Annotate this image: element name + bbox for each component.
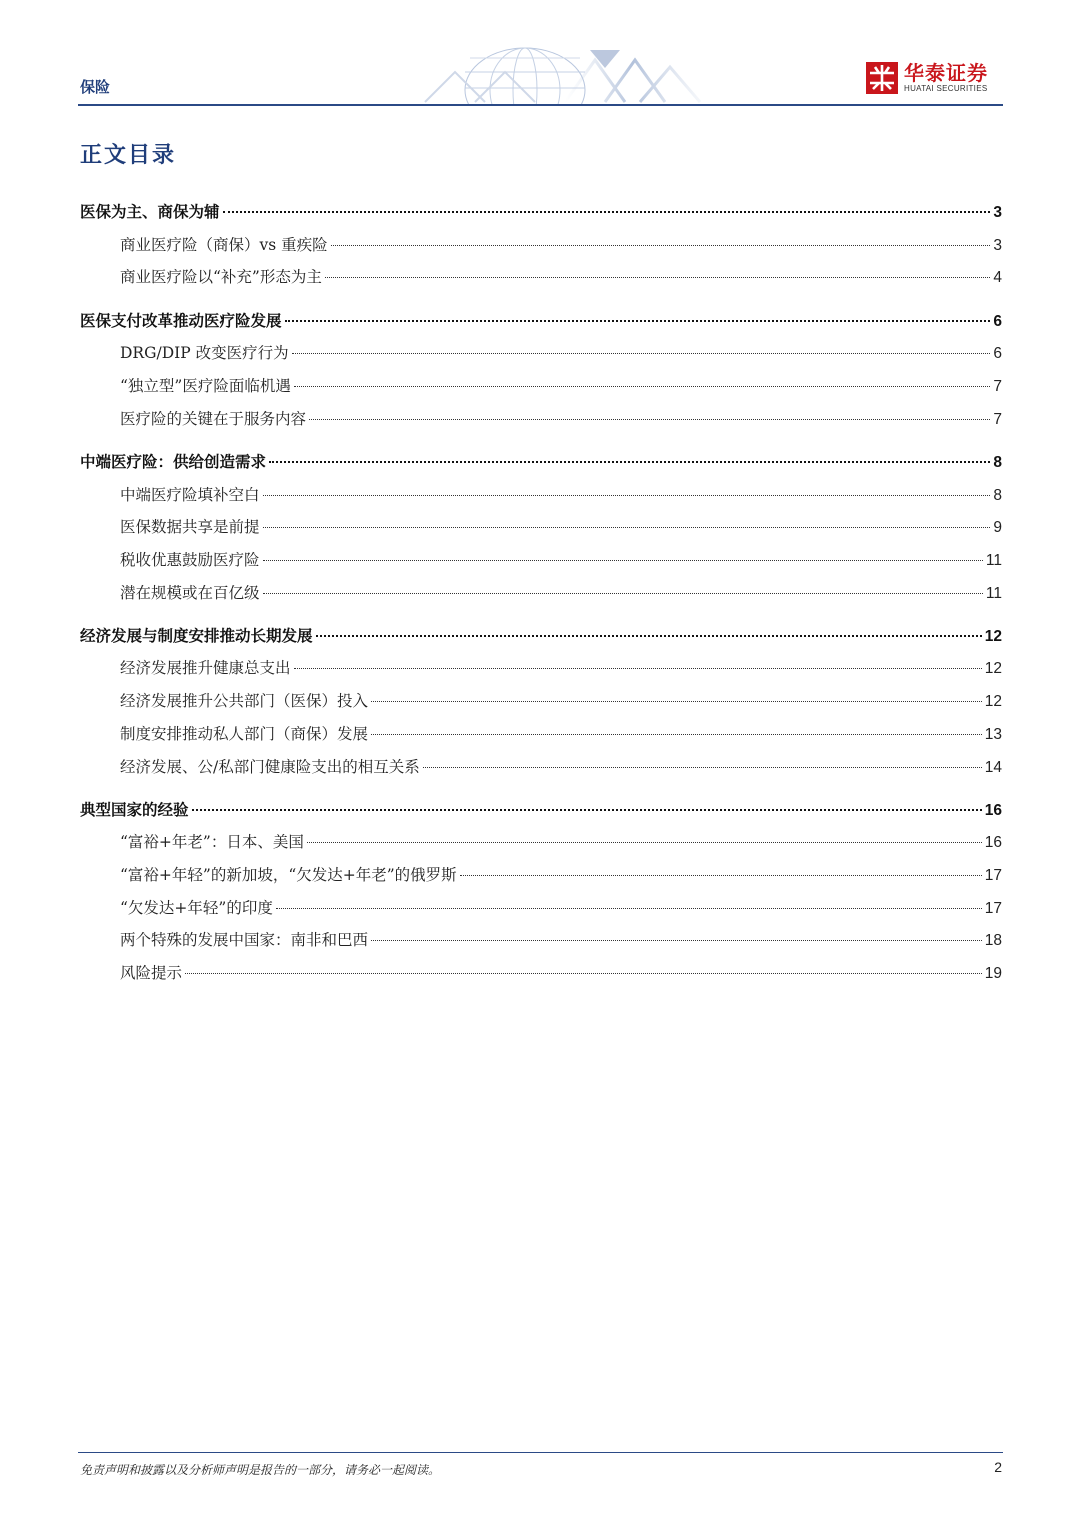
- toc-section-entry[interactable]: [80, 924, 1002, 957]
- toc-dot-leader: [371, 940, 982, 941]
- toc-dot-leader: [294, 668, 982, 669]
- toc-entry-title: 潜在规模或在百亿级: [120, 583, 260, 602]
- toc-entry-page-number: 12: [984, 660, 1002, 678]
- page-header: [0, 0, 1080, 110]
- toc-dot-leader: [263, 527, 991, 528]
- toc-section-entry[interactable]: [80, 892, 1002, 925]
- toc-dot-leader: [263, 593, 983, 594]
- toc-entry-page-number: 7: [993, 410, 1002, 428]
- toc-entry-title: “富裕+年老”：日本、美国: [120, 833, 304, 852]
- toc-section-entry[interactable]: [80, 544, 1002, 577]
- toc-entry-title: 医保为主、商保为辅: [80, 202, 220, 221]
- toc-entry-page-number: 17: [984, 899, 1002, 917]
- toc-entry-title: 经济发展推升健康总支出: [120, 659, 291, 678]
- toc-section-entry[interactable]: [80, 403, 1002, 436]
- toc-entry-title: 经济发展推升公共部门（医保）投入: [120, 692, 369, 711]
- header-divider: [78, 104, 1003, 106]
- toc-section-entry[interactable]: [80, 337, 1002, 370]
- huatai-logo-mark-icon: [866, 62, 898, 94]
- toc-entry-title: 商业医疗险（商保）vs 重疾险: [120, 235, 328, 254]
- toc-entry-title: 典型国家的经验: [80, 799, 189, 819]
- toc-section-entry[interactable]: [80, 751, 1002, 784]
- toc-entry-title: 制度安排推动私人部门（商保）发展: [120, 724, 369, 743]
- toc-chapter-entry[interactable]: [80, 620, 1002, 653]
- logo-chinese-name: 华泰证券: [904, 61, 988, 85]
- footer-divider: [78, 1452, 1003, 1453]
- toc-dot-leader: [294, 386, 991, 387]
- toc-dot-leader: [316, 635, 982, 637]
- toc-entry-page-number: 17: [984, 867, 1002, 885]
- toc-entry-title: “富裕+年轻”的新加坡，“欠发达+年老”的俄罗斯: [120, 866, 457, 885]
- toc-section-entry[interactable]: [80, 577, 1002, 610]
- toc-entry-title: 两个特殊的发展中国家：南非和巴西: [120, 931, 369, 950]
- toc-dot-leader: [185, 973, 982, 974]
- toc-chapter-entry[interactable]: [80, 446, 1002, 479]
- toc-section-entry[interactable]: [80, 859, 1002, 892]
- toc-entry-page-number: 16: [984, 834, 1002, 852]
- toc-entry-title: 经济发展、公/私部门健康险支出的相互关系: [120, 757, 420, 776]
- toc-section-entry[interactable]: [80, 479, 1002, 512]
- toc-dot-leader: [307, 842, 982, 843]
- toc-chapter-entry[interactable]: [80, 305, 1002, 338]
- table-of-contents: [80, 196, 1002, 990]
- logo-english-name: HUATAI SECURITIES: [904, 84, 988, 93]
- toc-entry-title: “独立型”医疗险面临机遇: [120, 376, 291, 395]
- toc-section-entry[interactable]: [80, 511, 1002, 544]
- toc-entry-title: 风险提示: [120, 964, 183, 983]
- toc-entry-page-number: 3: [993, 236, 1002, 254]
- toc-dot-leader: [263, 495, 991, 496]
- toc-section-entry[interactable]: [80, 229, 1002, 262]
- toc-entry-page-number: 12: [984, 627, 1002, 645]
- toc-entry-page-number: 6: [993, 345, 1002, 363]
- toc-entry-page-number: 7: [993, 377, 1002, 395]
- toc-chapter-entry[interactable]: [80, 794, 1002, 827]
- toc-dot-leader: [325, 277, 991, 278]
- footer-page-number: 2: [994, 1459, 1002, 1475]
- toc-entry-page-number: 8: [993, 453, 1002, 471]
- toc-dot-leader: [223, 211, 991, 213]
- toc-section-entry[interactable]: [80, 957, 1002, 990]
- toc-entry-title: 税收优惠鼓励医疗险: [120, 550, 260, 569]
- toc-dot-leader: [285, 320, 991, 322]
- toc-entry-title: 经济发展与制度安排推动长期发展: [80, 625, 313, 645]
- toc-entry-title: 中端医疗险填补空白: [120, 485, 260, 504]
- section-tag: 保险: [80, 78, 111, 96]
- toc-entry-page-number: 8: [993, 486, 1002, 504]
- toc-entry-page-number: 4: [993, 269, 1002, 287]
- globe-decoration-icon: [415, 42, 705, 104]
- toc-entry-title: “欠发达+年轻”的印度: [120, 898, 273, 917]
- toc-dot-leader: [269, 461, 990, 463]
- page-title: 正文目录: [80, 142, 177, 168]
- toc-dot-leader: [423, 767, 982, 768]
- toc-entry-title: 商业医疗险以“补充”形态为主: [120, 268, 322, 287]
- toc-dot-leader: [460, 875, 982, 876]
- toc-entry-title: 医保数据共享是前提: [120, 518, 260, 537]
- toc-dot-leader: [192, 809, 982, 811]
- toc-entry-title: 医疗险的关键在于服务内容: [120, 409, 307, 428]
- toc-dot-leader: [331, 245, 991, 246]
- toc-section-entry[interactable]: [80, 652, 1002, 685]
- toc-dot-leader: [276, 908, 982, 909]
- toc-dot-leader: [371, 734, 982, 735]
- toc-entry-page-number: 14: [984, 758, 1002, 776]
- toc-entry-page-number: 3: [993, 204, 1002, 221]
- toc-entry-page-number: 18: [984, 932, 1002, 950]
- toc-entry-page-number: 16: [984, 801, 1002, 819]
- toc-entry-page-number: 12: [984, 693, 1002, 711]
- toc-entry-title: 中端医疗险：供给创造需求: [80, 451, 267, 471]
- toc-entry-page-number: 19: [984, 965, 1002, 983]
- toc-dot-leader: [292, 353, 991, 354]
- toc-entry-title: 医保支付改革推动医疗险发展: [80, 310, 282, 330]
- toc-entry-page-number: 9: [993, 519, 1002, 537]
- toc-entry-title: DRG/DIP 改变医疗行为: [120, 344, 289, 363]
- toc-section-entry[interactable]: [80, 718, 1002, 751]
- toc-entry-page-number: 13: [984, 725, 1002, 743]
- toc-dot-leader: [309, 419, 990, 420]
- toc-entry-page-number: 6: [993, 312, 1002, 330]
- huatai-logo: [866, 62, 988, 94]
- toc-chapter-entry[interactable]: [80, 196, 1002, 229]
- toc-dot-leader: [263, 560, 983, 561]
- toc-entry-page-number: 11: [985, 584, 1002, 602]
- toc-entry-page-number: 11: [985, 551, 1002, 569]
- toc-dot-leader: [371, 701, 982, 702]
- toc-section-entry[interactable]: [80, 826, 1002, 859]
- toc-section-entry[interactable]: [80, 685, 1002, 718]
- toc-section-entry[interactable]: [80, 370, 1002, 403]
- footer-disclaimer: 免责声明和披露以及分析师声明是报告的一部分，请务必一起阅读。: [80, 1463, 441, 1477]
- toc-section-entry[interactable]: [80, 261, 1002, 294]
